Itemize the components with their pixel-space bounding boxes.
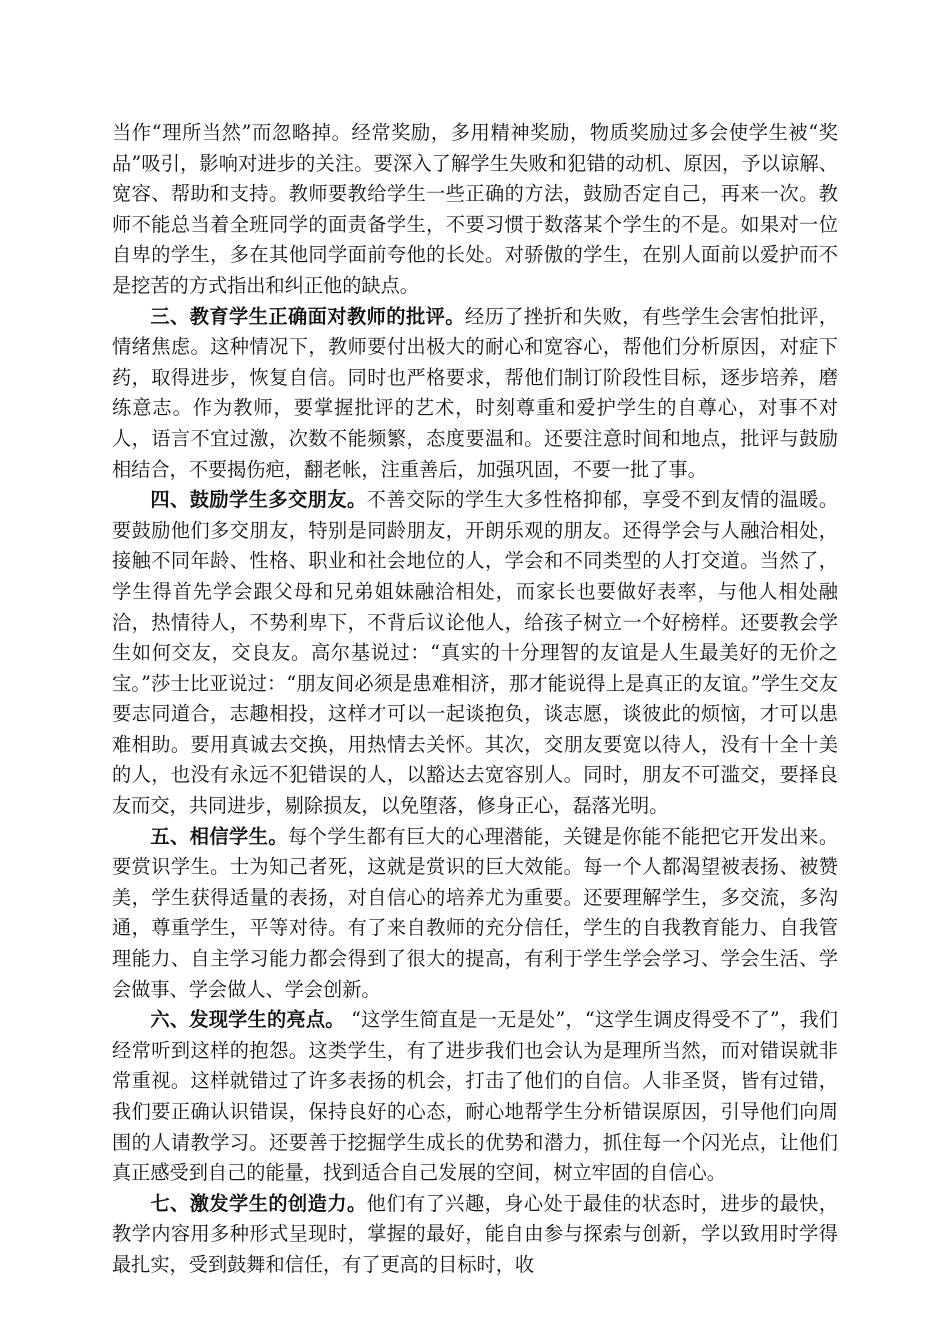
paragraph-text: 不善交际的学生大多性格抑郁，享受不到友情的温暖。要鼓励他们多交朋友，特别是同龄朋友，开朗乐观的朋友。还得学会与人融洽相处，接触不同年龄、性格、职业和社会地位的人，学会和不同类型的人打交道。当然了，学生得首先学会跟父母和兄弟姐妹融洽相处，而家长也要做好表率，与他人相处融洽，热情待人，不势利卑下，不背后议论他人，给孩子树立一个好榜样。还要教会学生如何交友，交良友。高尔基说过：“真实的十分理智的友谊是人生最美好的无价之宝。”莎士比亚说过：“朋友间必须是患难相济，那才能说得上是真正的友谊。”学生交友要志同道合，志趣相投，这样才可以一起谈抱负，谈志愿，谈彼此的烦恼，才可以患难相助。要用真诚去交换，用热情去关怀。其次，交朋友要宽以待人，没有十全十美的人，也没有永远不犯错误的人，以豁达去宽容别人。同时，朋友不可滥交，要择良友而交，共同进步，剔除损友，以免堕落，修身正心，磊落光明。 <box>112 488 839 818</box>
paragraph-text: “这学生简直是一无是处”，“这学生调皮得受不了”，我们经常听到这样的抱怨。这类学生，有了进步我们也会认为是理所当然，而对错误就非常重视。这样就错过了许多表扬的机会，打击了他们的自信。人非圣贤，皆有过错，我们要正确认识错误，保持良好的心态，耐心地帮学生分析错误原因，引导他们向周围的人请教学习。还要善于挖掘学生成长的优势和潜力，抓住每一个闪光点，让他们真正感受到自己的能量，找到适合自己发展的空间，树立牢固的自信心。 <box>112 1008 838 1185</box>
paragraph-section-3 <box>112 302 838 486</box>
paragraph-text: 他们有了兴趣，身心处于最佳的状态时，进步的最快，教学内容用多种形式呈现时，掌握的最好，能自由参与探索与创新，学以致用时学得最扎实，受到鼓舞和信任，有了更高的目标时，收 <box>112 1191 839 1276</box>
section-heading: 三、教育学生正确面对教师的批评。 <box>150 304 465 328</box>
paragraph-text: 每个学生都有巨大的心理潜能，关键是你能不能把它开发出来。要赏识学生。士为知己者死，这就是赏识的巨大效能。每一个人都渴望被表扬、被赞美，学生获得适量的表扬，对自信心的培养尤为重要。还要理解学生，多交流，多沟通，尊重学生，平等对待。有了来自教师的充分信任，学生的自我教育能力、自我管理能力、自主学习能力都会得到了很大的提高，有利于学生学会学习、学会生活、学会做事、学会做人、学会创新。 <box>112 824 839 1001</box>
section-heading: 五、相信学生。 <box>150 824 289 848</box>
section-heading: 四、鼓励学生多交朋友。 <box>150 488 367 512</box>
paragraph-section-7 <box>112 1189 838 1281</box>
section-heading: 七、激发学生的创造力。 <box>150 1191 367 1215</box>
paragraph-text: 经历了挫折和失败，有些学生会害怕批评，情绪焦虑。这种情况下，教师要付出极大的耐心和宽容心，帮他们分析原因，对症下药，取得进步，恢复自信。同时也严格要求，帮他们制订阶段性目标，逐步培养，磨练意志。作为教师，要掌握批评的艺术，时刻尊重和爱护学生的自尊心，对事不对人，语言不宜过激，次数不能频繁，态度要温和。还要注意时间和地点，批评与鼓励相结合，不要揭伤疤，翻老帐，注重善后，加强巩固，不要一批了事。 <box>112 304 839 481</box>
paragraph-section-5 <box>112 822 838 1006</box>
paragraph-section-6 <box>112 1005 838 1189</box>
document-page <box>112 118 838 1281</box>
section-heading: 六、发现学生的亮点。 <box>150 1008 345 1032</box>
paragraph-continuation <box>112 118 838 302</box>
paragraph-text: 当作“理所当然”而忽略掉。经常奖励，多用精神奖励，物质奖励过多会使学生被“奖品”吸引，影响对进步的关注。要深入了解学生失败和犯错的动机、原因，予以谅解、宽容、帮助和支持。教师要教给学生一些正确的方法，鼓励否定自己，再来一次。教师不能总当着全班同学的面责备学生，不要习惯于数落某个学生的不是。如果对一位自卑的学生，多在其他同学面前夸他的长处。对骄傲的学生，在别人面前以爱护而不是挖苦的方式指出和纠正他的缺点。 <box>112 121 838 297</box>
paragraph-section-4 <box>112 485 838 822</box>
